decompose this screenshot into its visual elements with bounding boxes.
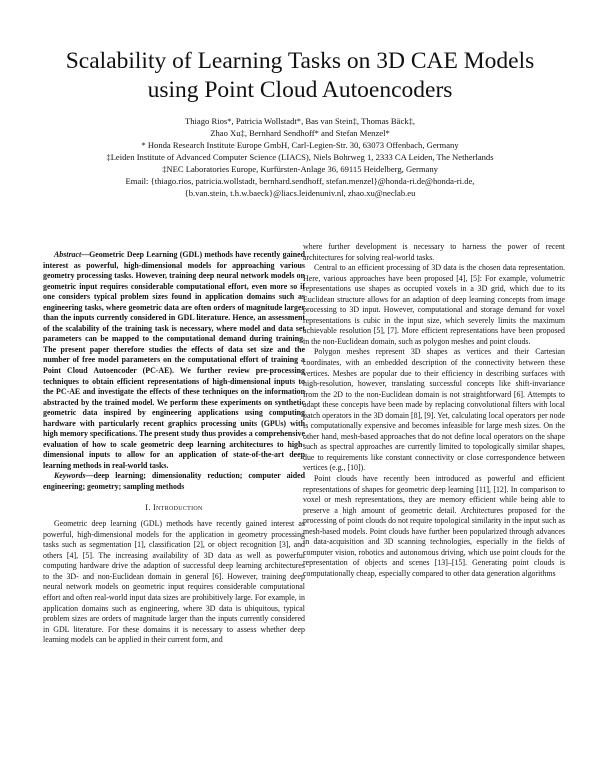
keywords-text: —deep learning; dimensionality reduction; computer aided engineering; geometry; sampling methods xyxy=(43,471,305,492)
affiliation-honda: * Honda Research Institute Europe GmbH, Carl-Legien-Str. 30, 63073 Offenbach, Germany xyxy=(141,140,459,150)
email-line-2: {b.van.stein, t.h.w.baeck}@liacs.leidenuniv.nl, zhao.xu@neclab.eu xyxy=(184,188,416,198)
keywords-label: Keywords xyxy=(54,471,86,481)
right-paragraph-0: where further development is necessary to harness the power of recent architectures for solving real-world tasks. xyxy=(303,242,565,262)
right-column xyxy=(303,242,565,580)
title-line-2: using Point Cloud Autoencoders xyxy=(147,77,453,103)
author-block xyxy=(40,115,560,199)
email-line-1: Email: {thiago.rios, patricia.wollstadt, bernhard.sendhoff, stefan.menzel}@honda-ri.de@honda-ri.de, xyxy=(125,176,475,186)
abstract-label: Abstract xyxy=(54,250,82,259)
affiliation-liacs: ‡Leiden Institute of Advanced Computer Science (LIACS), Niels Bohrweg 1, 2333 CA Leiden, The Netherlands xyxy=(106,152,494,162)
keywords xyxy=(43,471,305,492)
paper-title xyxy=(40,47,560,105)
section-heading-introduction: I. Introduction xyxy=(145,502,203,512)
intro-paragraph-1: Geometric deep learning (GDL) methods have recently gained interest as powerful, high-dimensional models for the application in geometry processing tasks such as segmentation [1], classification [2], or object recognition [3], and others [4], [5]. The increasing availability of 3D data as well as powerful computing hardware drive the adaption of successful deep learning architectures to the 3D- and non-Euclidean domain in general [6]. However, training deep neural network models on geometric input requires considerable computational effort and often real-world input data sizes are prohibitively large. For example, in application domains such as engineering, where 3D data is ubiquitous, typical problem sizes are orders of magnitude larger than the inputs currently considered in GDL literature. For these domains it is necessary to assess whether deep learning models can be applied in their current form, and xyxy=(43,519,305,645)
authors-line-2: Zhao Xu‡, Bernhard Sendhoff* and Stefan Menzel* xyxy=(210,128,390,138)
abstract xyxy=(43,250,305,471)
authors-line-1: Thiago Rios*, Patricia Wollstadt*, Bas van Stein‡, Thomas Bäck‡, xyxy=(184,116,416,126)
right-paragraph-1: Central to an efficient processing of 3D data is the chosen data representation. Here, various approaches have been proposed [4], [5]: For example, volumetric representations use shapes as occupied voxels in a 3D grid, which due to its Euclidean structure allows for an adaption of deep learning concepts from image processing to 3D input. However, computational and storage demand for voxel representations is cubic in the input size, which severely limits the maximum achievable resolution [5], [7]. More efficient representations have been proposed in the non-Euclidean domain, such as polygon meshes and point clouds. xyxy=(303,263,565,346)
title-line-1: Scalability of Learning Tasks on 3D CAE Models xyxy=(65,48,535,74)
left-column xyxy=(43,250,305,646)
abstract-text: —Geometric Deep Learning (GDL) methods have recently gained interest as powerful, high-dimensional models for approaching various geometry processing tasks. However, training deep neural network models on geometric input requires considerable computational effort, even more so if one considers typical problem sizes found in application domains such as engineering tasks, where geometric data are often orders of magnitude larger than the inputs currently considered in GDL literature. Hence, an assessment of the scalability of the training task is necessary, where model and data set parameters can be mapped to the computational demand during training. The present paper therefore studies the effects of data set size and the number of free model parameters on the computational effort of training a Point Cloud Autoencoder (PC-AE). We further review pre-processing techniques to obtain efficient representations of high-dimensional inputs to the PC-AE and investigate the effects of these techniques on the information abstracted by the trained model. We perform these experiments on synthetic geometric data inspired by engineering applications using computing hardware with particularly recent graphics processing units (GPUs) with high memory specifications. The present study thus provides a comprehensive evaluation of how to scale geometric deep learning architectures to high-dimensional inputs to allow for an application of state-of-the-art deep learning methods in real-world tasks. xyxy=(43,250,305,470)
affiliation-nec: ‡NEC Laboratories Europe, Kurfürsten-Anlage 36, 69115 Heidelberg, Germany xyxy=(162,164,438,174)
right-paragraph-2: Polygon meshes represent 3D shapes as vertices and their Cartesian coordinates, with an embedded description of the connectivity between these vertices. Meshes are popular due to their efficiency in describing surfaces with high-resolution, however, translating successful concepts like shift-invariance from the 2D to the non-Euclidean domain is not straightforward [6]. Attempts to adapt these concepts have been made by replacing convolutional filters with local patch operators in the 3D domain [8], [9]. Yet, calculating local operators per node is computationally expensive and becomes infeasible for large mesh sizes. On the other hand, mesh-based approaches that do not define local operators on the shape such as spectral approaches are currently limited to topologically similar shapes, due to requirements like constant connectivity or close correspondence between vertices (e.g., [10]). xyxy=(303,347,565,473)
right-paragraph-3: Point clouds have recently been introduced as powerful and efficient representations of shapes for geometric deep learning [11], [12]. In comparison to voxel or mesh representations, they are memory efficient while being able to preserve a high amount of geometric detail. Architectures proposed for the processing of point clouds do not require topological similarity in the input such as mesh-based models. Point clouds have further been popularized through advances in data-acquisition and 3D scanning technologies, especially in the fields of computer vision, robotics and autonomous driving, which use point clouds for the representation of objects and scenes [13]–[15]. Generating point clouds is computationally cheap, especially compared to other data generation algorithms xyxy=(303,474,565,578)
